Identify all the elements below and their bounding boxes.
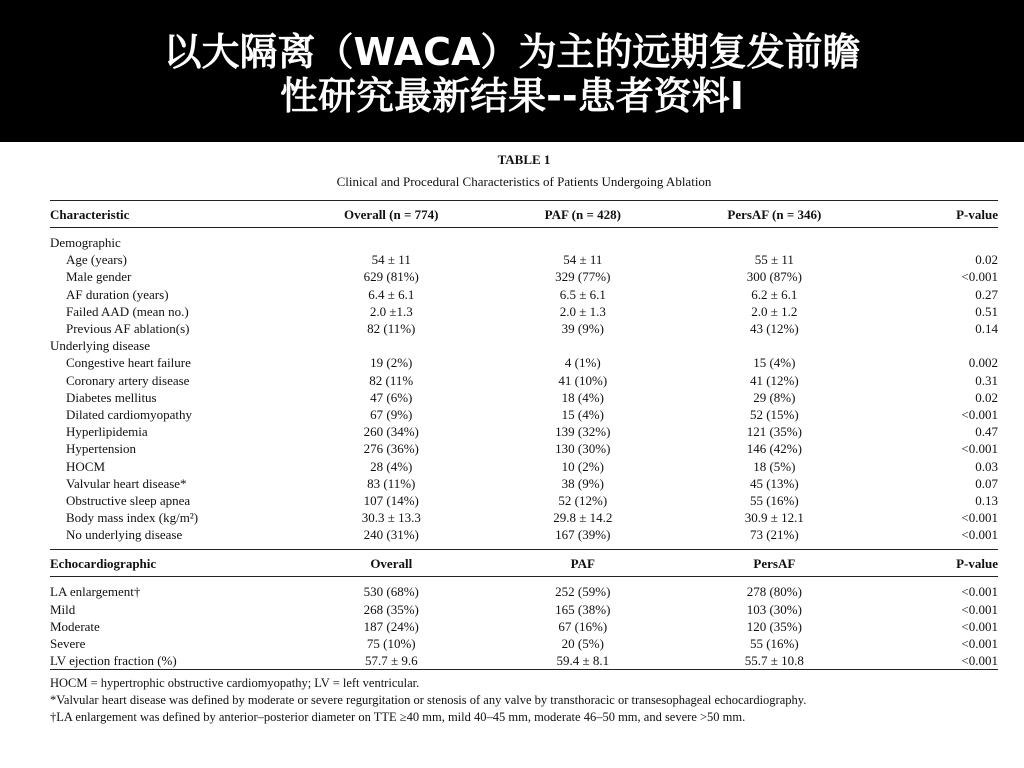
table-cell: 18 (5%) [753, 458, 796, 474]
table-cell: <0.001 [961, 406, 998, 422]
table-cell: 82 (11%) [367, 321, 416, 337]
characteristics-table [50, 200, 998, 670]
table-row [50, 601, 998, 618]
table-row [50, 509, 998, 526]
table-row [50, 526, 998, 543]
table-cell: 6.4 ± 6.1 [368, 286, 415, 302]
table-cell: 73 (21%) [749, 527, 799, 543]
table-header-row [50, 550, 998, 577]
table-cell: 45 (13%) [749, 475, 799, 491]
table-cell: 278 (80%) [746, 584, 802, 600]
table-cell: 0.31 [975, 372, 998, 388]
table-cell: 83 (11%) [367, 475, 416, 491]
section-label: Underlying disease [50, 338, 151, 354]
table-cell: 41 (10%) [558, 372, 608, 388]
row-label: Hyperlipidemia [66, 424, 148, 440]
table-row [50, 618, 998, 635]
row-label: Body mass index (kg/m²) [66, 510, 199, 526]
table-cell: 54 ± 11 [371, 252, 411, 268]
table-cell: 0.13 [975, 492, 998, 508]
table-cell: 29.8 ± 14.2 [553, 510, 613, 526]
table-cell: 15 (4%) [561, 406, 604, 422]
table-row [50, 492, 998, 509]
table-cell: 260 (34%) [363, 424, 419, 440]
row-label: LA enlargement† [50, 584, 141, 600]
row-label: No underlying disease [66, 527, 183, 543]
table-cell: 120 (35%) [746, 618, 802, 634]
table-row [50, 440, 998, 457]
table-cell: 18 (4%) [561, 389, 604, 405]
table-cell: 15 (4%) [753, 355, 796, 371]
row-label: Valvular heart disease* [66, 475, 187, 491]
table-cell: <0.001 [961, 618, 998, 634]
table-cell: 67 (16%) [558, 618, 608, 634]
table-cell: 47 (6%) [370, 389, 413, 405]
table-cell: 41 (12%) [749, 372, 799, 388]
table-cell: 6.2 ± 6.1 [751, 286, 798, 302]
table-cell: 187 (24%) [363, 618, 419, 634]
table-row [50, 406, 998, 423]
column-header: Overall (n = 774) [293, 201, 490, 228]
table-cell: 10 (2%) [561, 458, 604, 474]
row-label: HOCM [66, 458, 106, 474]
table-footnotes [50, 675, 998, 726]
table-cell: 55 (16%) [749, 636, 799, 652]
table-cell: 240 (31%) [363, 527, 419, 543]
table-cell: 329 (77%) [555, 269, 611, 285]
row-label: Hypertension [66, 441, 137, 457]
table-cell: 28 (4%) [370, 458, 413, 474]
row-label: Age (years) [66, 252, 127, 268]
table-cell: 19 (2%) [370, 355, 413, 371]
table-header-row [50, 201, 998, 228]
table-cell: 276 (36%) [363, 441, 419, 457]
column-header: Characteristic [50, 201, 293, 228]
table-cell: 38 (9%) [561, 475, 604, 491]
row-label: LV ejection fraction (%) [50, 652, 293, 670]
table-cell: 165 (38%) [555, 601, 611, 617]
footnote: †LA enlargement was defined by anterior–posterior diameter on TTE ≥40 mm, mild 40–45 mm, moderate 46–50 mm, and severe >50 mm. [50, 710, 746, 725]
row-label: Congestive heart failure [66, 355, 191, 371]
table-cell: 103 (30%) [746, 601, 802, 617]
table-row [50, 268, 998, 285]
column-header: PAF (n = 428) [490, 201, 676, 228]
table-cell: 0.47 [975, 424, 998, 440]
column-header: PersAF [676, 550, 873, 577]
table-cell: 67 (9%) [370, 406, 413, 422]
column-header: P-value [873, 550, 998, 577]
row-label: Failed AAD (mean no.) [66, 303, 189, 319]
table-row [50, 320, 998, 337]
table-cell: 6.5 ± 6.1 [559, 286, 606, 302]
table-cell: 2.0 ± 1.3 [559, 303, 606, 319]
table-cell: 30.9 ± 12.1 [744, 510, 804, 526]
table-row [50, 251, 998, 268]
row-label: Dilated cardiomyopathy [66, 406, 192, 422]
table-cell: 629 (81%) [363, 269, 419, 285]
table-cell: 0.002 [968, 355, 998, 371]
table-cell: 300 (87%) [746, 269, 802, 285]
row-label: AF duration (years) [66, 286, 169, 302]
table-row [50, 286, 998, 303]
table-cell: 52 (15%) [749, 406, 799, 422]
table-cell: 0.14 [975, 321, 998, 337]
table-cell: 530 (68%) [363, 584, 419, 600]
table-subtitle: Clinical and Procedural Characteristics of Patients Undergoing Ablation [336, 174, 712, 189]
table-cell: 121 (35%) [746, 424, 802, 440]
table-cell: 252 (59%) [555, 584, 611, 600]
table-cell: 0.27 [975, 286, 998, 302]
table-row [50, 635, 998, 652]
table-cell: 55.7 ± 10.8 [676, 652, 873, 670]
table-cell: <0.001 [961, 510, 998, 526]
table-cell: 29 (8%) [753, 389, 796, 405]
column-header: Overall [293, 550, 490, 577]
table-row [50, 583, 998, 600]
table-row [50, 475, 998, 492]
table-cell: 0.02 [975, 389, 998, 405]
table-cell: <0.001 [961, 584, 998, 600]
slide-title-line-1: 以大隔离（WACA）为主的远期复发前瞻 [163, 30, 861, 74]
row-label: Male gender [66, 269, 132, 285]
table-row [50, 457, 998, 474]
table-cell: 39 (9%) [561, 321, 604, 337]
table-cell: 0.03 [975, 458, 998, 474]
table-sheet [50, 146, 998, 726]
table-cell: <0.001 [961, 527, 998, 543]
column-header: P-value [873, 201, 998, 228]
section-row [50, 234, 998, 251]
row-label: Severe [50, 636, 86, 652]
table-cell: 82 (11% [369, 372, 414, 388]
table-row [50, 303, 998, 320]
table-cell: 4 (1%) [564, 355, 601, 371]
table-cell: 55 (16%) [749, 492, 799, 508]
table-cell: 20 (5%) [561, 636, 604, 652]
table-cell: 0.51 [975, 303, 998, 319]
row-label: Diabetes mellitus [66, 389, 157, 405]
section-row [50, 337, 998, 354]
table-caption: TABLE 1 [497, 152, 551, 167]
table-row [50, 354, 998, 371]
table-row [50, 652, 998, 670]
table-row [50, 372, 998, 389]
table-cell: <0.001 [961, 441, 998, 457]
table-cell: 55 ± 11 [754, 252, 794, 268]
table-cell: 54 ± 11 [563, 252, 603, 268]
footnote: HOCM = hypertrophic obstructive cardiomyopathy; LV = left ventricular. [50, 676, 420, 691]
table-cell: 130 (30%) [555, 441, 611, 457]
slide-title [0, 0, 1024, 142]
row-label: Previous AF ablation(s) [66, 321, 190, 337]
table-cell: 107 (14%) [363, 492, 419, 508]
table-cell: 146 (42%) [746, 441, 802, 457]
column-header: PersAF (n = 346) [676, 201, 873, 228]
table-cell: 75 (10%) [366, 636, 416, 652]
table-cell: 43 (12%) [749, 321, 799, 337]
table-cell: <0.001 [873, 652, 998, 670]
table-cell: 30.3 ± 13.3 [361, 510, 421, 526]
table-cell: 167 (39%) [555, 527, 611, 543]
table-cell: <0.001 [961, 601, 998, 617]
table-cell: 2.0 ± 1.2 [751, 303, 798, 319]
column-header: PAF [490, 550, 676, 577]
table-cell: <0.001 [961, 269, 998, 285]
table-cell: 59.4 ± 8.1 [490, 652, 676, 670]
table-cell: <0.001 [961, 636, 998, 652]
row-label: Obstructive sleep apnea [66, 492, 191, 508]
table-cell: 139 (32%) [555, 424, 611, 440]
table-cell: 268 (35%) [363, 601, 419, 617]
footnote: *Valvular heart disease was defined by moderate or severe regurgitation or stenosis of any valve by transthoracic or transesophageal echocardiography. [50, 693, 807, 708]
table-row [50, 423, 998, 440]
table-cell: 0.02 [975, 252, 998, 268]
table-cell: 2.0 ±1.3 [369, 303, 413, 319]
table-cell: 0.07 [975, 475, 998, 491]
table-cell: 57.7 ± 9.6 [293, 652, 490, 670]
row-label: Mild [50, 601, 76, 617]
table-row [50, 389, 998, 406]
column-header: Echocardiographic [50, 550, 293, 577]
slide-title-line-2: 性研究最新结果--患者资料I [280, 74, 744, 118]
section-label: Demographic [50, 235, 121, 251]
row-label: Moderate [50, 618, 100, 634]
row-label: Coronary artery disease [66, 372, 190, 388]
table-cell: 52 (12%) [558, 492, 608, 508]
